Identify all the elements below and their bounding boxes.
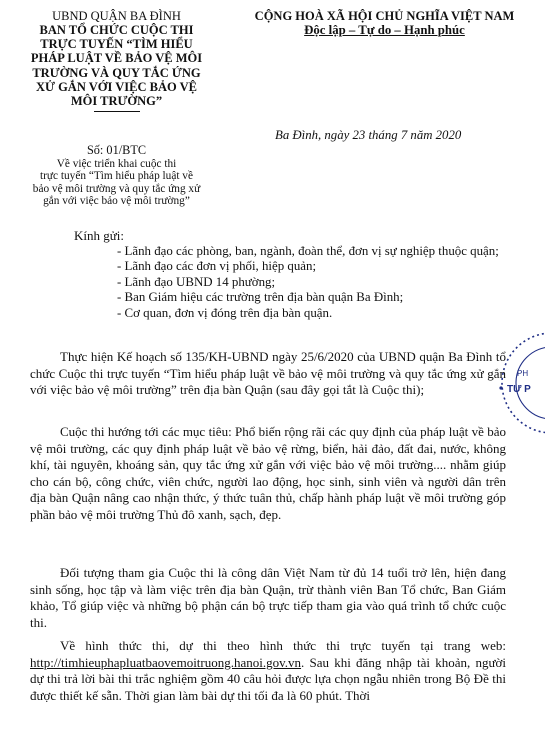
subject-line: Về việc triển khai cuộc thi — [56, 158, 177, 170]
national-motto: Độc lập – Tự do – Hạnh phúc — [304, 23, 465, 37]
recipient-item: - Ban Giám hiệu các trường trên địa bàn quận Ba Đình; — [117, 290, 404, 305]
subject-line: gắn với việc bảo vệ môi trường” — [43, 195, 190, 208]
paragraph-text: . Sau khi đăng nhập tài khoản, người dự thi trả lời bài thi trắc nghiệm gồm 40 câu hỏi được lựa chọn ngẫu nhiên trong Bộ Đề thi được thiết kế sẵn. Thời gian làm bài dự thi tối đa là 60 phút. Thời — [30, 654, 506, 703]
org-line: MÔI TRƯỜNG” — [70, 94, 163, 109]
body-paragraph — [30, 638, 506, 704]
org-line: BAN TỔ CHỨC CUỘC THI — [39, 23, 194, 37]
website-link[interactable]: http://timhieuphapluatbaovemoitruong.hanoi.gov.vn — [30, 654, 302, 670]
seal-outer-ring — [502, 333, 545, 433]
recipient-list — [117, 244, 517, 321]
org-line: TRƯỜNG VÀ QUY TẮC ỨNG — [32, 65, 201, 80]
place-date: Ba Đình, ngày 23 tháng 7 năm 2020 — [275, 128, 462, 142]
parent-agency: UBND QUẬN BA ĐÌNH — [52, 9, 181, 23]
body-paragraph: Thực hiện Kế hoạch số 135/KH-UBND ngày 25/6/2020 của UBND quận Ba Đình tổ chức Cuộc thi trực tuyến “Tìm hiểu pháp luật về bảo vệ môi trường và quy tắc ứng xử gắn với việc bảo vệ môi trường” trên địa bàn Quận (sau đây gọi tắt là Cuộc thi); — [30, 349, 506, 398]
body-paragraph: Cuộc thi hướng tới các mục tiêu: Phổ biến rộng rãi các quy định của pháp luật về bảo vệ môi trường, các quy định pháp luật về bảo vệ rừng, biển, hải đảo, đất đai, nước, không khí, tài nguyên, khoáng sản, quy tắc ứng xử gắn với việc bảo vệ môi trường.... nhằm giúp cho cán bộ, công chức, viên chức, người lao động, học sinh, sinh viên và người dân trên địa bàn Quận nâng cao nhận thức, ý thức tuân thủ, chấp hành pháp luật về môi trường góp phần bảo vệ môi trường Thủ đô xanh, sạch, đẹp. — [30, 424, 506, 522]
recipient-item: - Lãnh đạo các đơn vị phối, hiệp quản; — [117, 259, 317, 274]
recipient-item: - Lãnh đạo UBND 14 phường; — [117, 274, 276, 289]
nation-title: CỘNG HOÀ XÃ HỘI CHỦ NGHĨA VIỆT NAM — [254, 9, 515, 23]
seal-dot — [499, 386, 502, 389]
document-subject — [4, 158, 229, 208]
recipient-item: - Cơ quan, đơn vị đóng trên địa bàn quận. — [117, 305, 333, 320]
body-paragraph: Đối tượng tham gia Cuộc thi là công dân Việt Nam từ đủ 14 tuổi trở lên, hiện đang sinh sống, học tập và làm việc trên địa bàn Quận, trừ thành viên Ban Tổ chức, Ban Giám khảo, Tổ giúp việc và những bộ phận cán bộ trực tiếp tham gia vào quá trình tổ chức cuộc thi. — [30, 565, 506, 630]
document-number: Số: 01/BTC — [86, 143, 147, 157]
subject-line: bảo vệ môi trường và quy tắc ứng xử — [32, 182, 201, 195]
official-seal-stamp — [497, 328, 545, 438]
seal-text: PH — [517, 369, 529, 378]
paragraph-text: Về hình thức thi, dự thi theo hình thức thi trực tuyến tại trang web: — [60, 638, 506, 653]
salutation: Kính gửi: — [74, 228, 125, 243]
issuing-agency-block — [4, 9, 229, 112]
seal-inner-ring — [516, 347, 545, 419]
national-header — [232, 9, 537, 38]
seal-text: TƯ P — [507, 384, 531, 395]
recipient-item: - Lãnh đạo các phòng, ban, ngành, đoàn thể, đơn vị sự nghiệp thuộc quận; — [117, 244, 499, 258]
header-divider — [94, 111, 140, 112]
subject-line: trực tuyến “Tìm hiểu pháp luật về — [40, 170, 193, 183]
org-line: TRỰC TUYẾN “TÌM HIỂU — [40, 37, 193, 52]
org-line: XỬ GẮN VỚI VIỆC BẢO VỆ — [35, 79, 198, 94]
org-line: PHÁP LUẬT VỀ BẢO VỆ MÔI — [30, 51, 203, 66]
